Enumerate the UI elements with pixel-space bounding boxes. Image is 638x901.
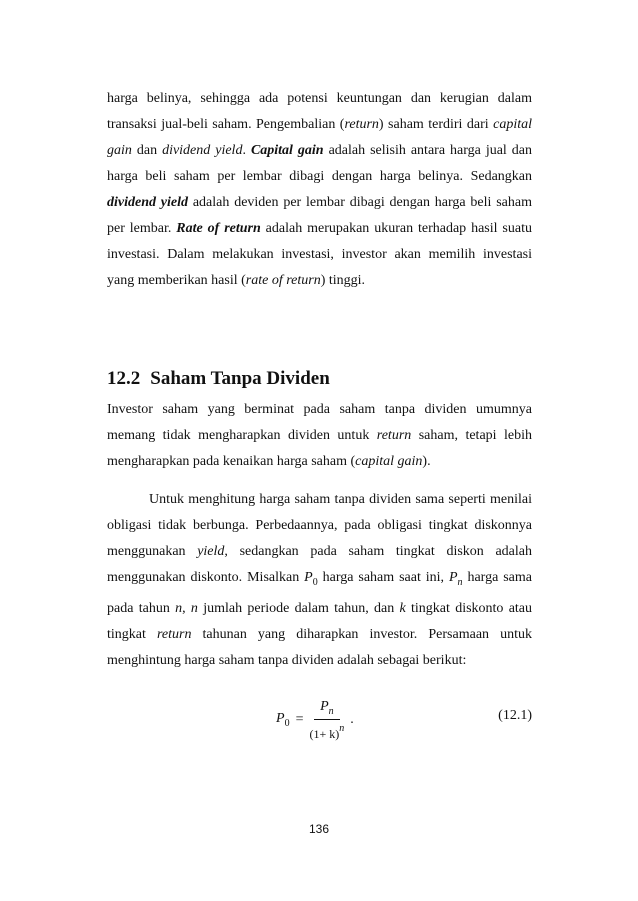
term-italic: capital gain [355,454,423,469]
equals-sign: = [295,712,304,727]
variable-pn: $P_n$ [448,570,463,588]
page-number: 136 [308,822,330,836]
section-heading [107,366,330,392]
equation-lhs: $P_0$ [276,711,290,729]
equation-label: (12.1) [498,708,532,723]
term-italic: rate of return [245,273,321,288]
equation-fraction [309,699,344,742]
term-bold-italic: Rate of return [176,221,261,236]
term-italic: return [156,627,192,642]
term-italic: capital gain [107,117,532,158]
paragraph-calculation: Untuk menghitung harga saham tanpa dividen sama seperti menilai obligasi tidak berbunga. Perbedaannya, pada obligasi tingkat diskonnya menggunakan yield, sedangkan pada saham tingkat diskon adalah menggunakan diskonto. Misalkan $P_0$ harga saham saat ini, $P_n$ harga sama pada tahun n, n jumlah periode dalam tahun, dan k tingkat diskonto atau tingkat return tahunan yang diharapkan investor. Persamaan untuk menghintung harga saham tanpa dividen adalah sebagai berikut: [107,492,533,668]
paragraph-return-definition: harga belinya, sehingga ada potensi keuntungan dan kerugian dalam transaksi jual-beli saham. Pengembalian (return) saham terdiri dari capital gain dan dividend yield. Capital gain adalah selisih antara harga jual dan harga beli saham per lembar dibagi dengan harga belinya. Sedangkan dividend yield adalah deviden per lembar dibagi dengan harga beli saham per lembar. Rate of return adalah merupakan ukuran terhadap hasil suatu investasi. Dalam melakukan investasi, investor akan memilih investasi yang memberikan hasil (rate of return) tinggi. [107,91,533,288]
section-title: Saham Tanpa Dividen [150,368,330,389]
equation-body [276,696,354,744]
variable-k: k [399,601,406,616]
term-italic: return [344,117,379,132]
variable-n: n [190,601,198,616]
term-bold-italic: dividend yield [107,195,189,210]
term-italic: dividend yield [162,143,243,158]
variable-p0: $P_0$ [304,570,318,588]
variable-n: n [175,601,183,616]
term-bold-italic: Capital gain [250,143,324,158]
term-italic: yield [197,544,225,559]
term-italic: return [376,428,412,443]
equation-12-1 [0,696,638,744]
fraction-denominator: $(1+ k)^n$ [309,722,345,741]
fraction-numerator: $P_n$ [314,699,340,720]
section-number: 12.2 [107,368,141,389]
equation-period: . [350,712,354,727]
paragraph-investor-intro: Investor saham yang berminat pada saham tanpa dividen umumnya memang tidak mengharapkan dividen untuk return saham, tetapi lebih mengharapkan pada kenaikan harga saham (capital gain). [107,402,532,469]
